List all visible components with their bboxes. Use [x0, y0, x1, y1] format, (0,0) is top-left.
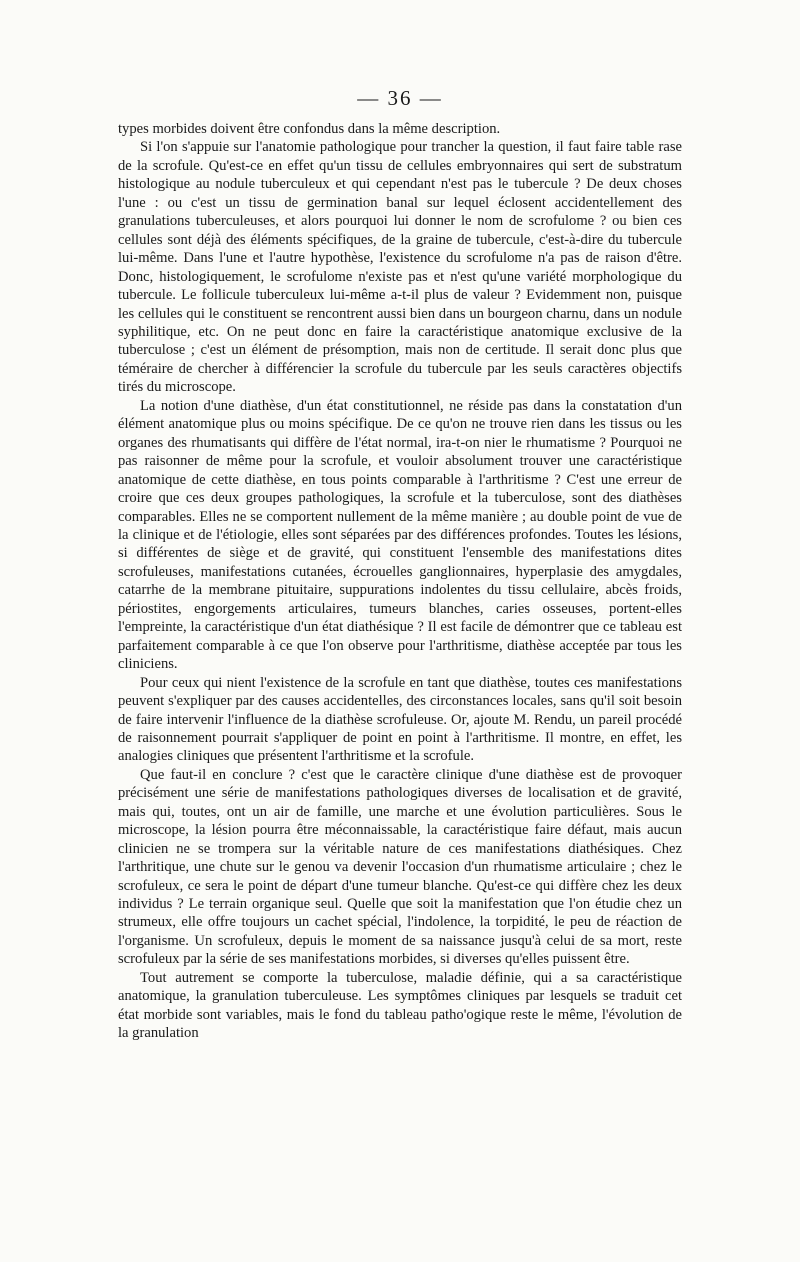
paragraph-diathesis-notion: La notion d'une diathèse, d'un état constitutionnel, ne réside pas dans la constatation d'un élément anatomique plus ou moins spécifique. De ce qu'on ne trouve rien dans les tissus ou les organes des rhumatisants qui diffère de l'état normal, ira-t-on nier le rhumatisme ? Pourquoi ne pas raisonner de même pour la scrofule, et vouloir absolument trouver une caractéristique anatomique de cette diathèse, en tous points comparable à l'arthritisme ? C'est une erreur de croire que ces deux groupes pathologiques, la scrofule et la tuberculose, sont des diathèses comparables. Elles ne se comportent nullement de la même manière ; au double point de vue de la clinique et de l'étiologie, elles sont séparées par des différences profondes. Toutes les lésions, si différentes de siège et de gravité, qui constituent l'ensemble des manifestations dites scrofuleuses, manifestations cutanées, écrouelles ganglionnaires, hyperplasie des amygdales, catarrhe de la membrane pituitaire, suppurations indolentes du tissu cellulaire, abcès froids, périostites, engorgements articulaires, tumeurs blanches, caries osseuses, portent-elles l'empreinte, la caractéristique d'un état diathésique ? Il est facile de démontrer que ce tableau est parfaitement comparable à ce que l'on observe pour l'arthritisme, diathèse acceptée par tous les cliniciens.: [118, 397, 682, 673]
paragraph-deniers: Pour ceux qui nient l'existence de la scrofule en tant que diathèse, toutes ces manifestations peuvent s'expliquer par des causes accidentelles, des circonstances locales, sans qu'il soit besoin de faire intervenir l'influence de la diathèse scrofuleuse. Or, ajoute M. Rendu, un pareil procédé de raisonnement pourrait s'appliquer de point en point à l'arthritisme. Il montre, en effet, les analogies cliniques que présentent l'arthritisme et la scrofule.: [118, 674, 682, 765]
page-number: — 36 —: [357, 86, 443, 110]
paragraph-continuation: types morbides doivent être confondus dans la même description.: [118, 121, 501, 137]
paragraph-conclusion: Que faut-il en conclure ? c'est que le caractère clinique d'une diathèse est de provoquer précisément une série de manifestations pathologiques diverses de localisation et de gravité, mais qui, toutes, ont un air de famille, une marche et une évolution particulières. Sous le microscope, la lésion pourra être méconnaissable, la caractéristique faire défaut, mais aucun clinicien ne se trompera sur la véritable nature de ces manifestations diathésiques. Chez l'arthritique, une chute sur le genou va devenir l'occasion d'un rhumatisme articulaire ; chez le scrofuleux, ce sera le point de départ d'une tumeur blanche. Qu'est-ce qui diffère chez les deux individus ? Le terrain organique seul. Quelle que soit la manifestation que l'on étudie chez un strumeux, elle offre toujours un cachet spécial, l'indolence, la torpidité, le peu de réaction de l'organisme. Un scrofuleux, depuis le moment de sa naissance jusqu'à celui de sa mort, reste scrofuleux par la série de ses manifestations morbides, si diverses qu'elles puissent être.: [118, 766, 682, 968]
paragraph-tuberculosis: Tout autrement se comporte la tuberculose, maladie définie, qui a sa caractéristique anatomique, la granulation tuberculeuse. Les symptômes cliniques par lesquels se traduit cet état morbide sont variables, mais le fond du tableau patho'ogique reste le même, l'évolution de la granulation: [118, 969, 682, 1042]
body-text: [118, 120, 682, 1043]
paragraph-anatomy: Si l'on s'appuie sur l'anatomie pathologique pour trancher la question, il faut faire table rase de la scrofule. Qu'est-ce en effet qu'un tissu de cellules embryonnaires qui sert de substratum histologique au nodule tuberculeux et qui cependant n'est pas le tubercule ? De deux choses l'une : ou c'est un tissu de germination banal sur lequel éclosent accidentellement des granulations tuberculeuses, et alors pourquoi lui donner le nom de scrofulome ? ou bien ces cellules sont déjà des éléments spécifiques, de la graine de tubercule, c'est-à-dire du tubercule lui-même. Dans l'une et l'autre hypothèse, l'existence du scrofulome n'a pas de raison d'être. Donc, histologiquement, le scrofulome n'existe pas et n'est qu'une variété morphologique du tubercule. Le follicule tuberculeux lui-même a-t-il plus de valeur ? Evidemment non, puisque les cellules qui le constituent se rencontrent aussi bien dans un bourgeon charnu, dans un nodule syphilitique, etc. On ne peut donc en faire la caractéristique anatomique exclusive de la tuberculose ; c'est un élément de présomption, mais non de certitude. Il serait donc plus que téméraire de chercher à différencier la scrofule du tubercule par les seuls caractères objectifs tirés du microscope.: [118, 139, 682, 396]
